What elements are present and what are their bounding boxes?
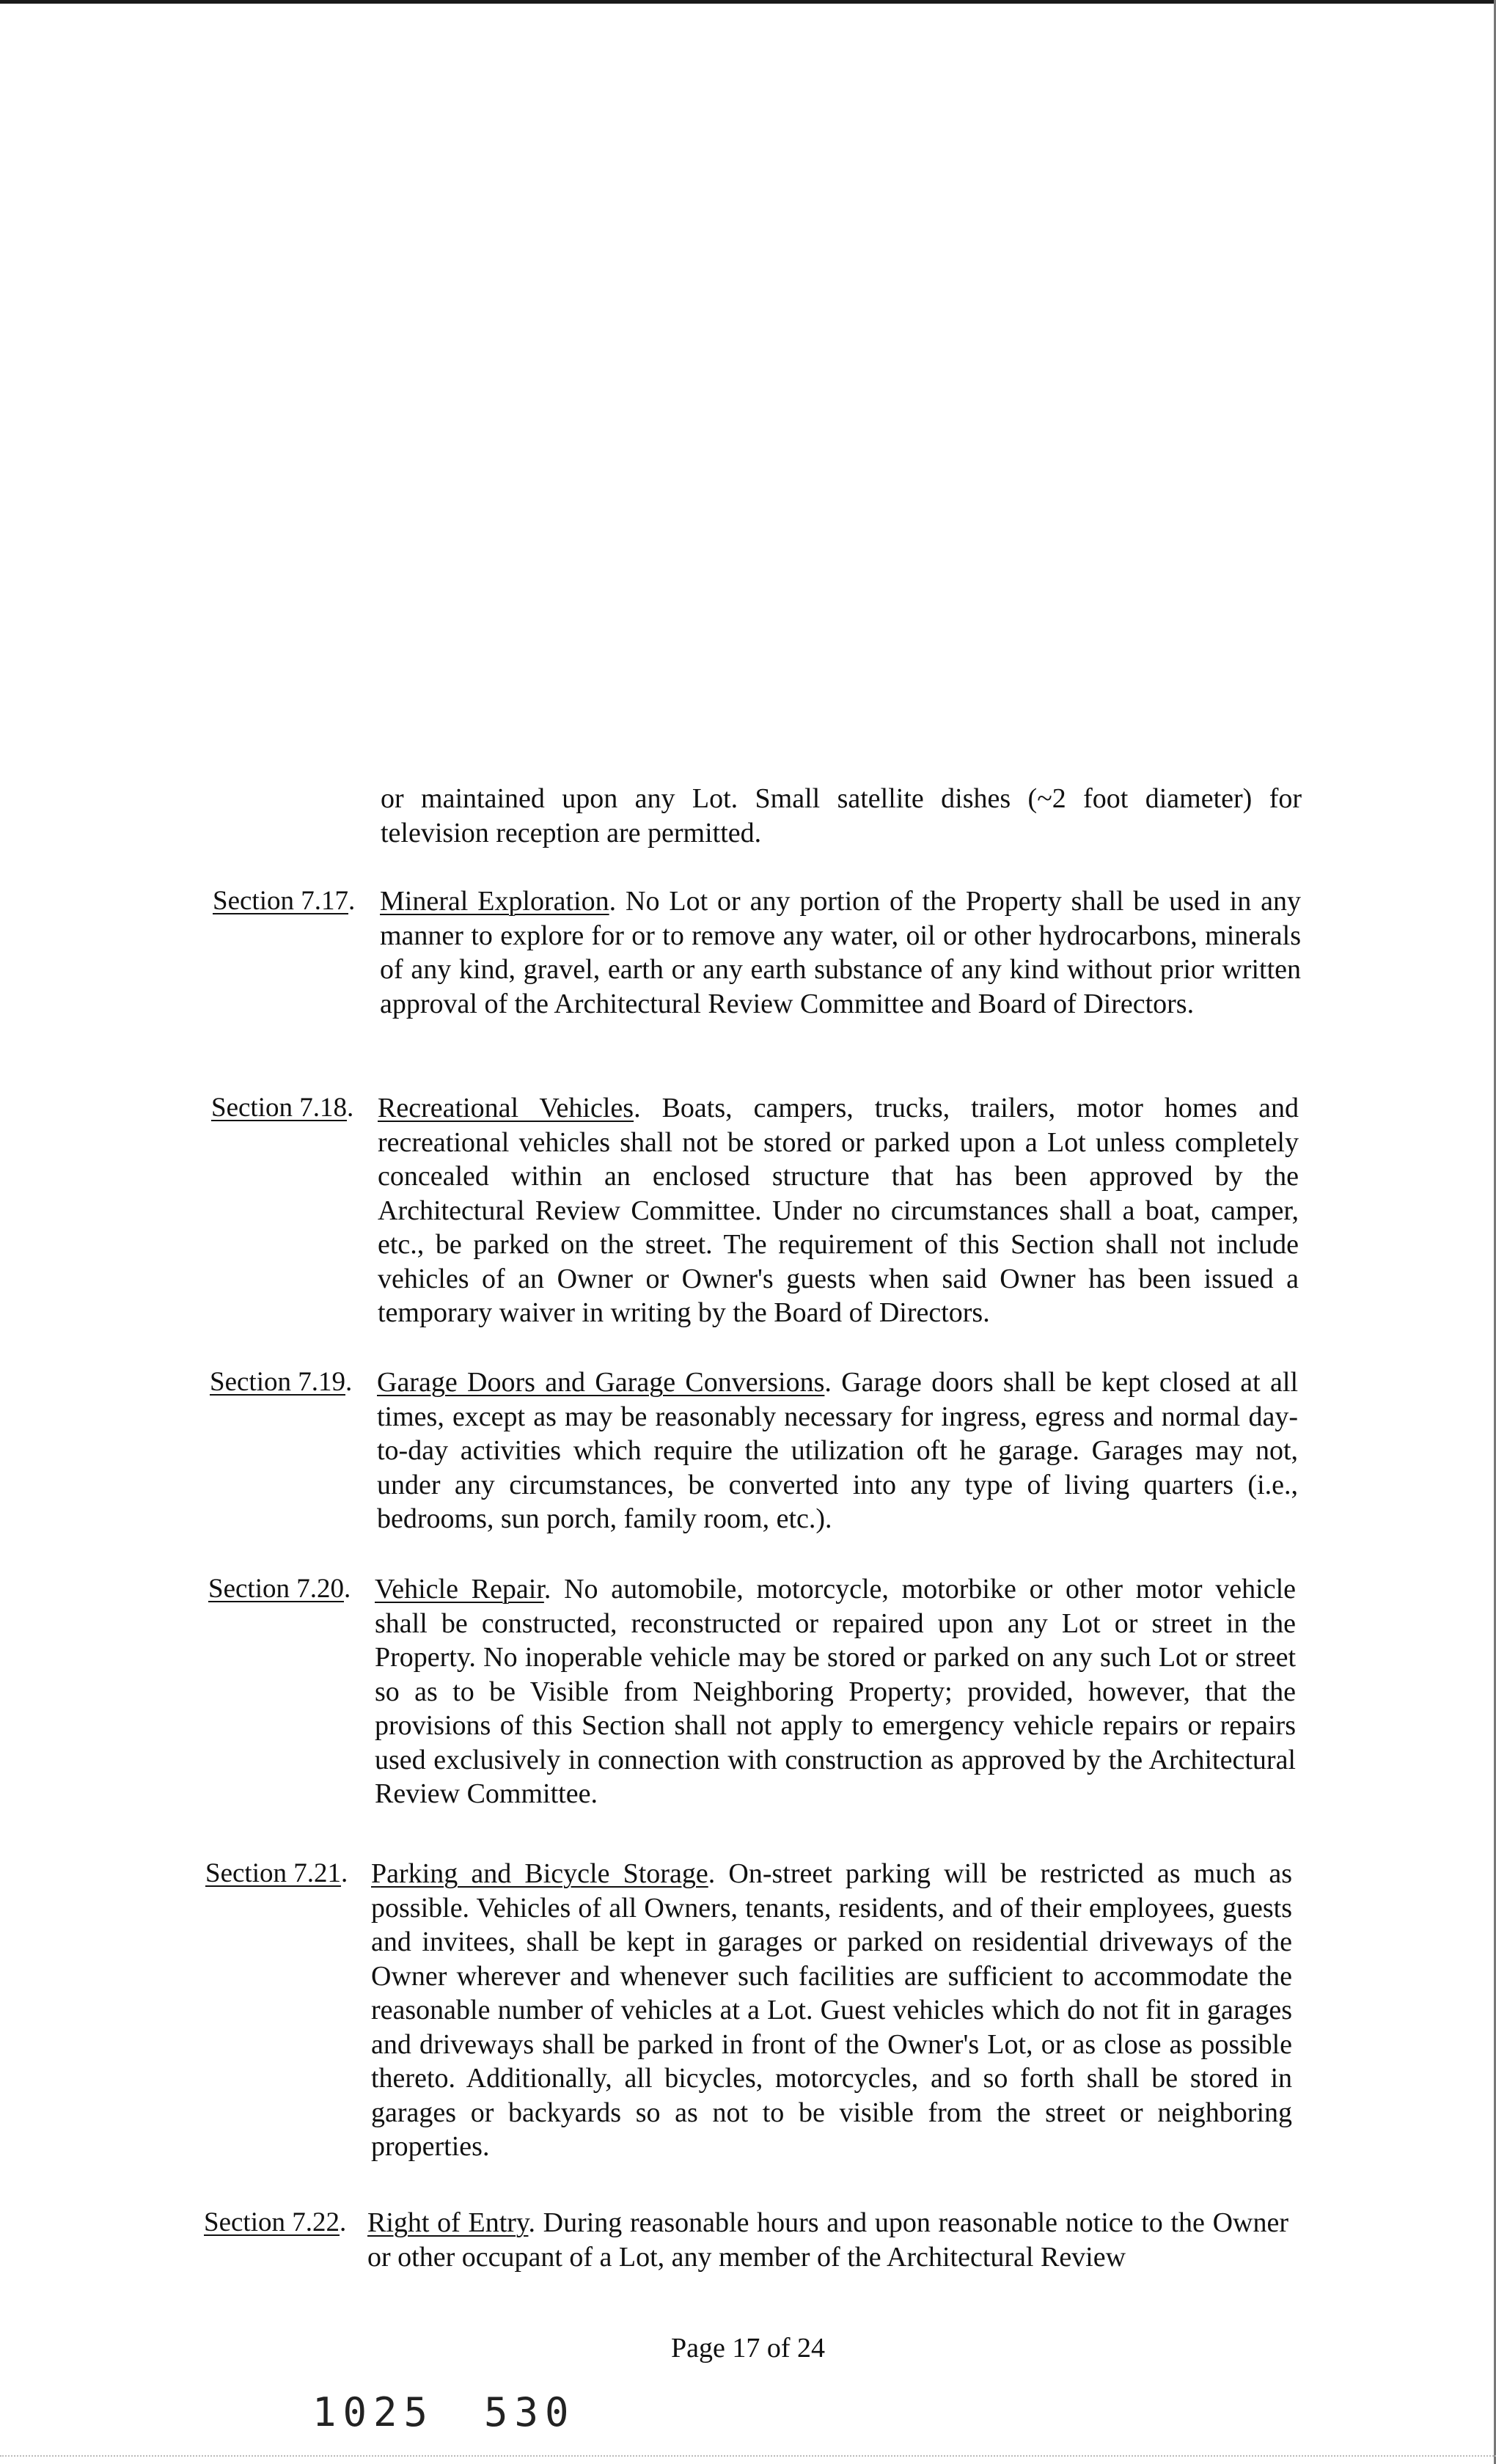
section-heading: Recreational Vehicles (378, 1093, 634, 1123)
continuation-paragraph: or maintained upon any Lot. Small satellite dishes (~2 foot diameter) for television reception are permitted. (381, 783, 1302, 848)
section-label: Section 7.20. (208, 1574, 351, 1604)
section-heading: Parking and Bicycle Storage (371, 1858, 708, 1889)
section-label: Section 7.19. (210, 1367, 353, 1397)
recording-stamp-left: 1025 (312, 2389, 435, 2435)
section-paragraph: Garage Doors and Garage Conversions. Garage doors shall be kept closed at all times, except as may be reasonably necessary for ingress, egress and normal day-to-day activities which require the utilization oft he garage. Garages may not, under any circumstances, be converted into any type of living quarters (i.e., bedrooms, sun porch, family room, etc.). (377, 1367, 1299, 1534)
section-paragraph: Right of Entry. During reasonable hours and upon reasonable notice to the Owner or other occupant of a Lot, any member of the Architectural Review (367, 2207, 1288, 2273)
scan-top-edge (0, 0, 1496, 4)
scan-bottom-edge (0, 2455, 1496, 2458)
section-paragraph: Recreational Vehicles. Boats, campers, trucks, trailers, motor homes and recreational vehicles shall not be stored or parked upon a Lot unless completely concealed within an enclosed structure that has been approved by the Architectural Review Committee. Under no circumstances shall a boat, camper, etc., be parked on the street. The requirement of this Section shall not include vehicles of an Owner or Owner's guests when said Owner has been issued a temporary waiver in writing by the Board of Directors. (378, 1093, 1299, 1328)
page-number: Page 17 of 24 (670, 2333, 826, 2364)
section-label: Section 7.17. (213, 886, 356, 916)
section-paragraph: Parking and Bicycle Storage. On-street parking will be restricted as much as possible. Vehicles of all Owners, tenants, residents, and of their employees, guests and invitees, shall be kept in garages or parked on residential driveways of the Owner wherever and whenever such facilities are sufficient to accommodate the reasonable number of vehicles at a Lot. Guest vehicles which do not fit in garages and driveways shall be parked in front of the Owner's Lot, or as close as possible thereto. Additionally, all bicycles, motorcycles, and so forth shall be stored in garages or backyards so as not to be visible from the street or neighboring properties. (371, 1858, 1293, 2162)
section-text: No automobile, motorcycle, motorbike or other motor vehicle shall be constructed, reconstructed or repaired upon any Lot or street in the Property. No inoperable vehicle may be stored or parked on any such Lot or street so as to be Visible from Neighboring Property; provided, however, that the provisions of this Section shall not apply to emergency vehicle repairs or repairs used exclusively in connection with construction as approved by the Architectural Review Committee. (375, 1574, 1296, 1809)
section-paragraph: Vehicle Repair. No automobile, motorcycle, motorbike or other motor vehicle shall be constructed, reconstructed or repaired upon any Lot or street in the Property. No inoperable vehicle may be stored or parked on any such Lot or street so as to be Visible from Neighboring Property; provided, however, that the provisions of this Section shall not apply to emergency vehicle repairs or repairs used exclusively in connection with construction as approved by the Architectural Review Committee. (375, 1574, 1296, 1809)
section-heading: Right of Entry (367, 2207, 529, 2238)
section-heading: Garage Doors and Garage Conversions (377, 1367, 825, 1398)
section-heading: Vehicle Repair (375, 1574, 544, 1605)
section-label: Section 7.22. (204, 2207, 347, 2237)
section-label: Section 7.21. (205, 1858, 348, 1888)
section-heading: Mineral Exploration (380, 886, 609, 917)
section-label: Section 7.18. (211, 1093, 354, 1123)
section-text: Boats, campers, trucks, trailers, motor homes and recreational vehicles shall not be stored or parked upon a Lot unless completely concealed within an enclosed structure that has been approved by the Architectural Review Committee. Under no circumstances shall a boat, camper, etc., be parked on the street. The requirement of this Section shall not include vehicles of an Owner or Owner's guests when said Owner has been issued a temporary waiver in writing by the Board of Directors. (378, 1093, 1299, 1328)
section-text: During reasonable hours and upon reasonable notice to the Owner or other occupant of a Lot, any member of the Architectural Review (367, 2207, 1288, 2273)
section-paragraph: Mineral Exploration. No Lot or any portion of the Property shall be used in any manner to explore for or to remove any water, oil or other hydrocarbons, minerals of any kind, gravel, earth or any earth substance of any kind without prior written approval of the Architectural Review Committee and Board of Directors. (380, 886, 1301, 1019)
section-text: No Lot or any portion of the Property shall be used in any manner to explore for or to remove any water, oil or other hydrocarbons, minerals of any kind, gravel, earth or any earth substance of any kind without prior written approval of the Architectural Review Committee and Board of Directors. (380, 886, 1301, 1019)
section-text: On-street parking will be restricted as much as possible. Vehicles of all Owners, tenants, residents, and of their employees, guests and invitees, shall be kept in garages or parked on residential driveways of the Owner wherever and whenever such facilities are sufficient to accommodate the reasonable number of vehicles at a Lot. Guest vehicles which do not fit in garages and driveways shall be parked in front of the Owner's Lot, or as close as possible thereto. Additionally, all bicycles, motorcycles, and so forth shall be stored in garages or backyards so as not to be visible from the street or neighboring properties. (371, 1858, 1293, 2162)
recording-stamp-right: 530 (484, 2389, 576, 2435)
section-text: Garage doors shall be kept closed at all times, except as may be reasonably necessary for ingress, egress and normal day-to-day activities which require the utilization oft he garage. Garages may not, under any circumstances, be converted into any type of living quarters (i.e., bedrooms, sun porch, family room, etc.). (377, 1367, 1299, 1534)
